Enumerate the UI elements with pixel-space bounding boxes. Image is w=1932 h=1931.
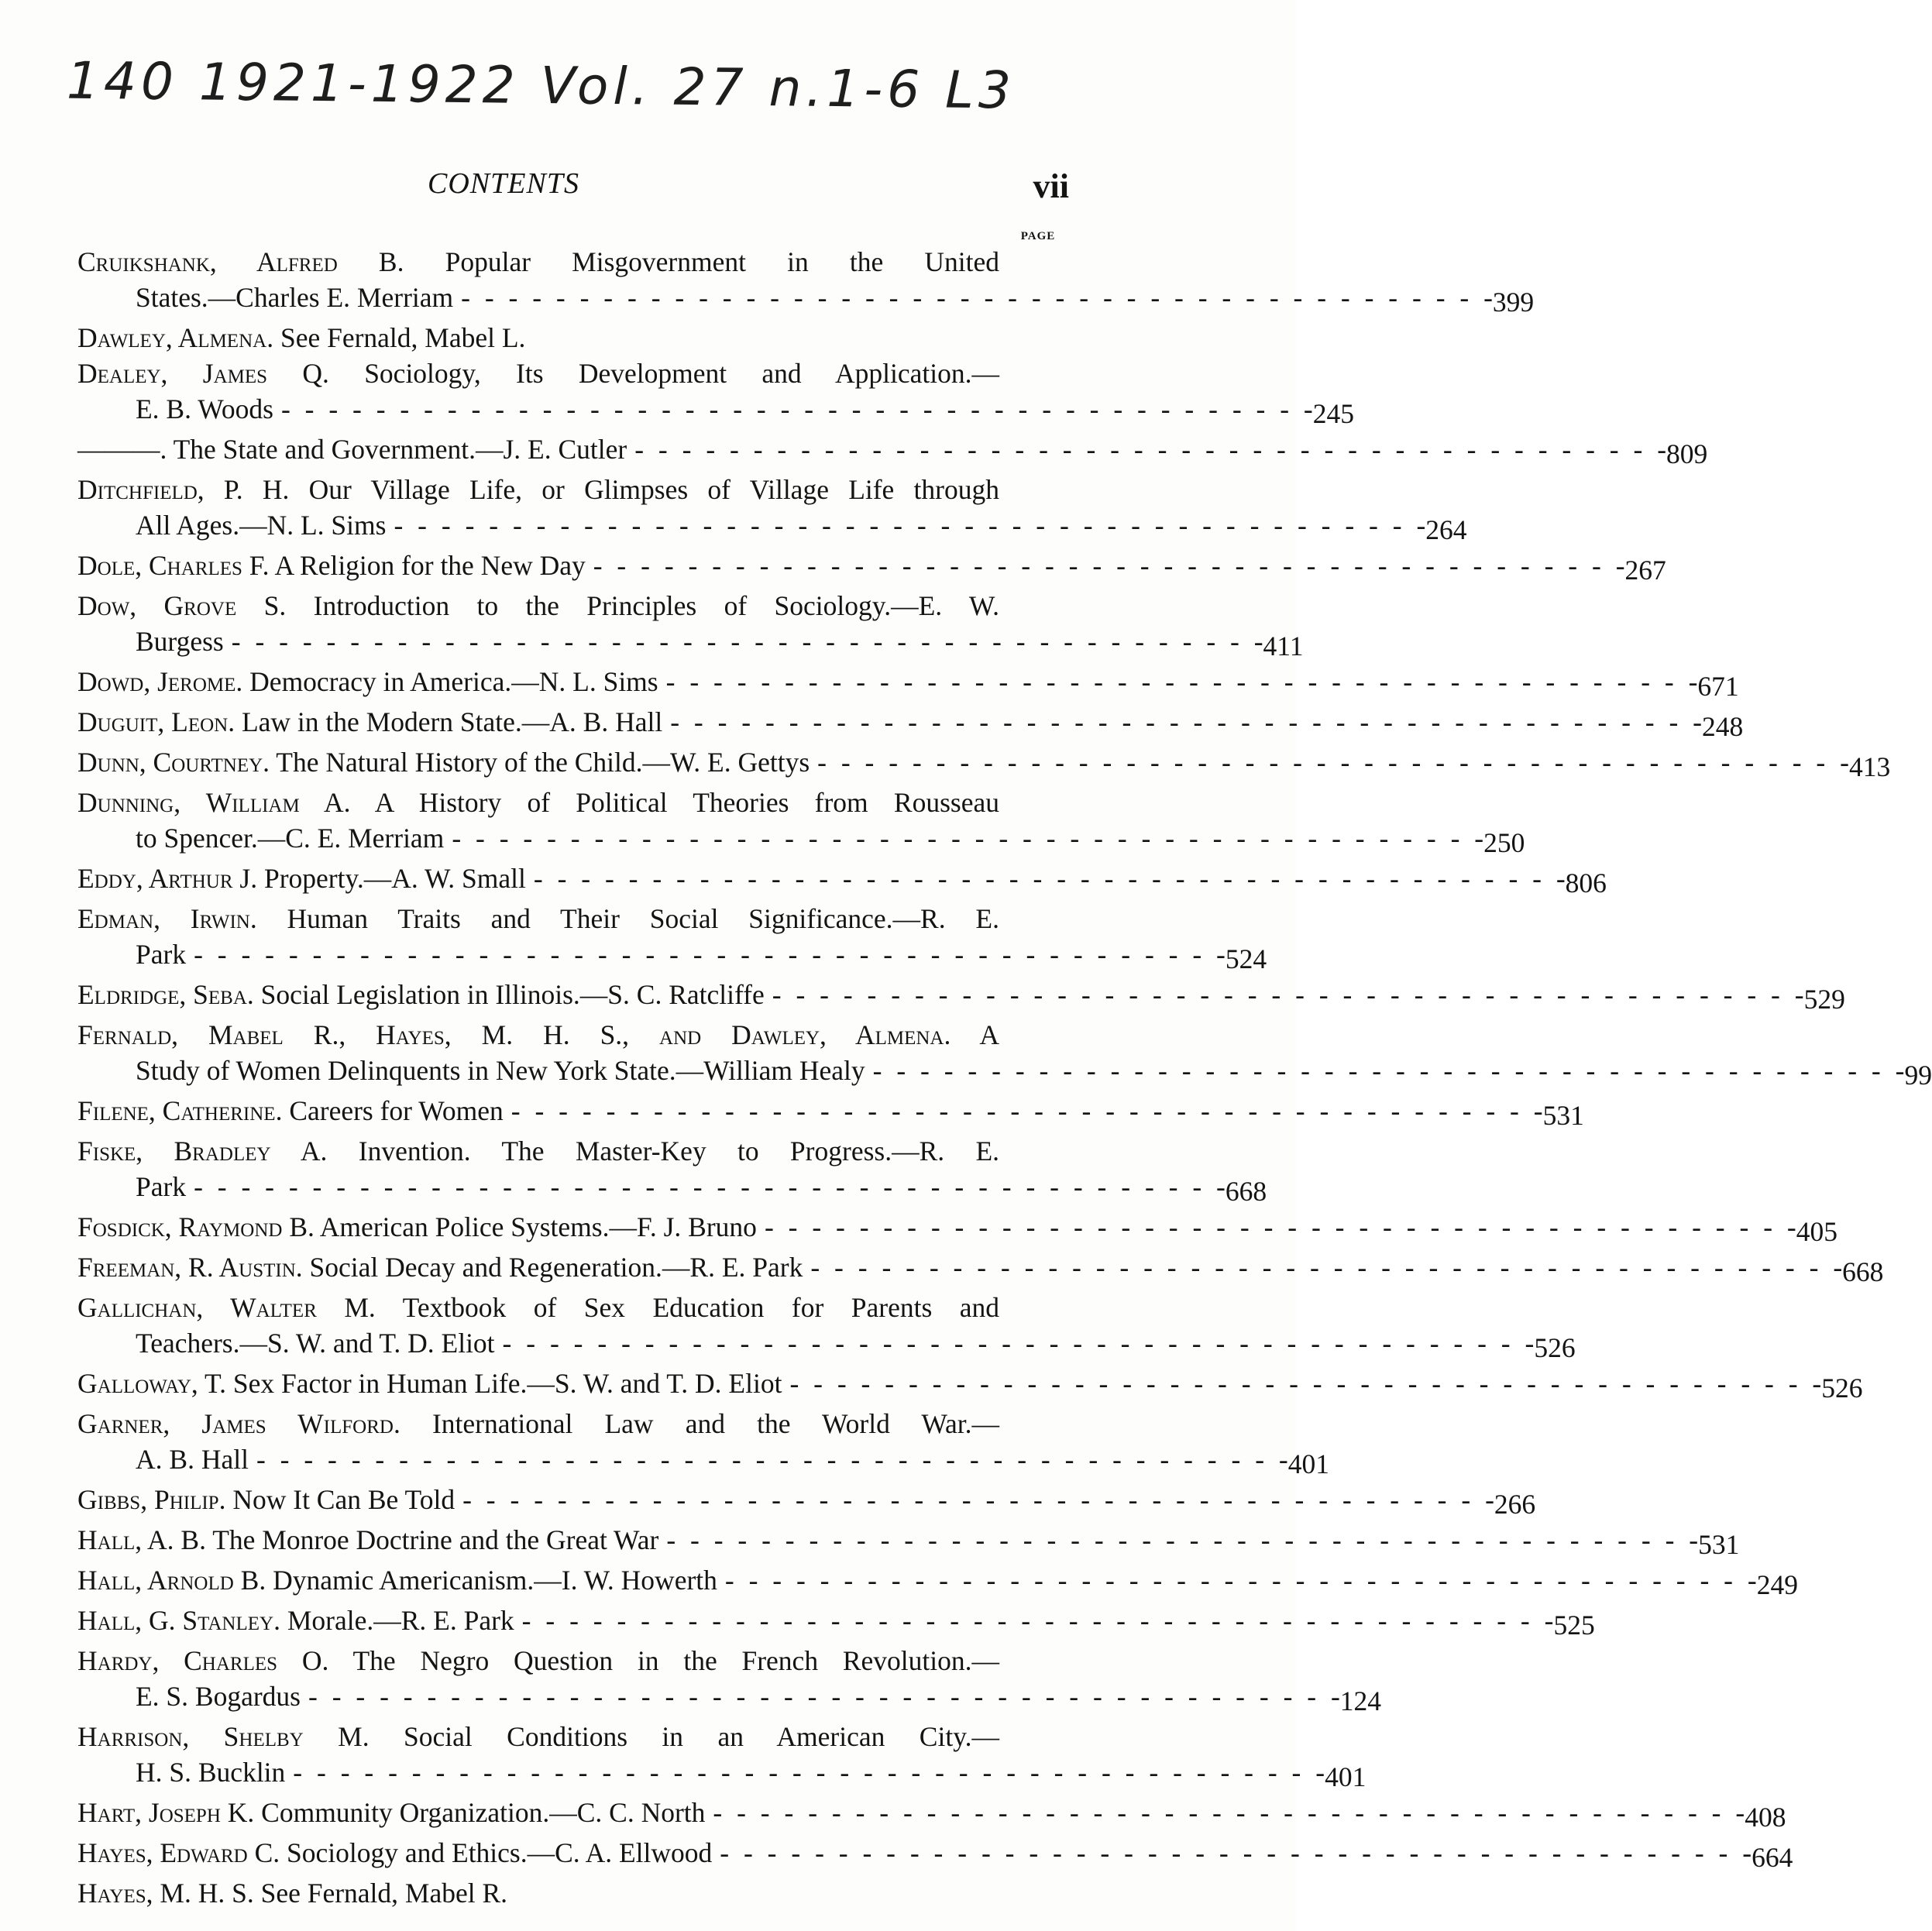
entry-line [77,1366,1821,1401]
contents-entry [77,1643,1382,1719]
entry-title: American Police Systems.—F. J. Bruno [319,1211,757,1242]
entry-text [77,1209,757,1245]
dot-leader [717,1562,1757,1598]
entry-line [77,820,1483,856]
entry-continuation: States.—Charles E. Merriam [136,282,454,313]
entry-text [77,977,765,1012]
entry-text [77,1645,999,1676]
entry-page: 531 [1542,1100,1584,1131]
contents-entry [77,1835,1793,1875]
contents-entry [77,744,1891,785]
dot-leader [526,861,1566,896]
entry-page: 401 [1325,1761,1366,1792]
entry-page: 411 [1263,630,1304,661]
entry-continuation: All Ages.—N. L. Sims [136,510,387,541]
entry-text [77,320,525,356]
dot-leader [586,548,1625,583]
entry-page: 529 [1803,984,1845,1015]
entry-page: 401 [1287,1448,1329,1479]
dot-leader [285,1754,1325,1790]
entry-line [77,1249,1842,1285]
entry-author: Hardy, Charles O. [77,1645,329,1676]
entry-title: A Religion for the New Day [274,550,586,581]
entry-page [999,1017,1069,1022]
entry-line [77,704,1702,740]
entry-text [77,787,999,818]
entry-author: ———. [77,434,167,465]
entry-line [77,1643,999,1678]
dot-leader [757,1209,1796,1245]
entry-line [77,1053,1904,1088]
entry-page [999,901,1069,905]
entry-author: Filene, Catherine. [77,1095,283,1126]
dot-leader [444,820,1483,856]
entry-text [77,358,999,389]
running-head [77,167,1069,213]
dot-leader [810,744,1849,780]
entry-page: 664 [1752,1842,1793,1873]
entry-title: Social Decay and Regeneration.—R. E. Park [309,1252,803,1283]
entry-line [77,1441,1288,1477]
entry-line [77,1017,999,1053]
dot-leader [453,280,1493,315]
entry-page: 809 [1666,438,1708,469]
entry-line [77,1835,1752,1871]
entry-author: Duguit, Leon. [77,706,235,737]
entry-page [999,244,1069,249]
dot-leader [386,507,1425,543]
entry-line [77,280,1493,315]
entry-line [77,1093,1543,1129]
dot-leader [514,1603,1554,1638]
entry-page: 405 [1796,1216,1837,1247]
entry-line [77,664,1697,699]
entry-author: Gibbs, Philip. [77,1484,226,1515]
entry-line [77,1290,999,1325]
entry-text [77,431,627,467]
entry-title: International Law and the World War.— [431,1408,1000,1439]
entry-page: 245 [1312,398,1354,429]
entry-title: Community Organization.—C. C. North [261,1797,706,1828]
entry-author: Dow, Grove S. [77,590,287,621]
entry-author: Galloway, T. [77,1368,226,1399]
dot-leader [712,1835,1752,1871]
entry-text [77,861,526,896]
contents-entry [77,1719,1366,1795]
dot-leader [803,1249,1842,1285]
entry-line [77,1522,1698,1558]
entry-text [77,903,999,934]
entry-title: A History of Political Theories from Rousseau [374,787,999,818]
entry-line [77,1795,1745,1830]
entry-line [77,1603,1553,1638]
entry-author: Dole, Charles F. [77,550,270,581]
entry-author: Eldridge, Seba. [77,979,254,1010]
page-column-header: PAGE [1020,230,1056,242]
contents-entry [77,1133,1267,1209]
entry-text [77,1019,999,1050]
contents-entry [77,1366,1863,1406]
entry-page: 525 [1553,1610,1595,1641]
entry-title: The Natural History of the Child.—W. E. Gettys [276,747,810,778]
entry-page: 124 [1339,1685,1382,1716]
entry-line [77,1169,1226,1204]
contents-entry [77,1290,1576,1366]
contents-entry [77,1093,1584,1133]
entry-author: Eddy, Arthur J. [77,863,258,894]
contents-entry [77,1406,1329,1482]
entry-author: Fosdick, Raymond B. [77,1211,315,1242]
contents-entry [77,664,1739,704]
entry-continuation: H. S. Bucklin [136,1757,286,1788]
entry-author: Dawley, Almena. [77,322,274,353]
entry-title: Social Conditions in an American City.— [404,1721,1000,1752]
contents-entry [77,1017,1932,1093]
entry-author: Freeman, R. Austin. [77,1252,303,1283]
dot-leader [301,1678,1340,1714]
entry-text [77,1522,658,1558]
entry-author: Ditchfield, P. H. [77,474,290,505]
page-title: CONTENTS [428,167,579,200]
entry-text [77,1093,504,1129]
entry-text [77,1835,712,1871]
entry-line [77,507,1425,543]
entry-continuation: Teachers.—S. W. and T. D. Eliot [136,1328,495,1359]
page-number: vii [1033,167,1069,205]
entry-author: Dunning, William A. [77,787,351,818]
entry-line [77,977,1804,1012]
entry-text [77,1292,999,1323]
entry-author: Hart, Joseph K. [77,1797,255,1828]
entry-page: 248 [1702,711,1744,742]
entry-page [999,320,1069,325]
entry-page [999,588,1069,593]
contents-entry [77,320,1069,356]
entry-page: 250 [1483,827,1525,858]
dot-leader [865,1053,1905,1088]
entry-continuation: A. B. Hall [136,1444,249,1475]
entry-text [77,246,999,277]
dot-leader [658,664,1698,699]
entry-author: Fiske, Bradley A. [77,1136,328,1167]
dot-leader [662,704,1702,740]
entry-line [77,1406,999,1441]
entry-text [77,1408,999,1439]
contents-list [77,244,1932,1911]
dot-leader [186,936,1226,972]
entry-title: See Fernald, Mabel R. [260,1878,508,1909]
dot-leader [765,977,1804,1012]
entry-page: 531 [1698,1529,1740,1560]
entry-title: The Negro Question in the French Revolution.— [352,1645,999,1676]
entry-text [77,548,586,583]
entry-line [77,936,1226,972]
entry-page [999,785,1069,789]
entry-title: Now It Can Be Told [232,1484,455,1515]
entry-title: A [979,1019,1000,1050]
contents-entry [77,1875,1069,1911]
contents-entry [77,1482,1536,1522]
entry-page: 668 [1842,1256,1884,1287]
entry-line [77,1562,1757,1598]
contents-entry [77,1562,1798,1603]
entry-page: 249 [1756,1569,1798,1600]
entry-page [999,1875,1069,1880]
entry-text [77,704,662,740]
dot-leader [504,1093,1543,1129]
entry-page [999,356,1069,360]
entry-page: 264 [1425,514,1467,545]
handwritten-note: 140 1921-1922 Vol. 27 n.1-6 L3 [66,50,1016,121]
entry-line [77,391,1313,427]
entry-line [77,320,999,356]
entry-line [77,1754,1325,1790]
entry-page: 524 [1225,943,1267,974]
dot-leader [186,1169,1226,1204]
entry-line [77,1482,1494,1517]
entry-continuation: to Spencer.—C. E. Merriam [136,823,445,854]
contents-entry [77,244,1535,320]
contents-entry [77,1795,1786,1835]
entry-title: Sex Factor in Human Life.—S. W. and T. D. Eliot [232,1368,782,1399]
entry-text [77,1875,507,1911]
entry-text [77,1603,514,1638]
entry-title: Textbook of Sex Education for Parents and [402,1292,1000,1323]
contents-entry [77,785,1525,861]
entry-title: Property.—A. W. Small [263,863,526,894]
entry-author: Fernald, Mabel R., Hayes, M. H. S., and Dawley, Almena. [77,1019,951,1050]
dot-leader [224,624,1263,659]
entry-author: Dealey, James Q. [77,358,329,389]
entry-page: 668 [1225,1176,1267,1207]
entry-author: Dunn, Courtney. [77,747,270,778]
contents-entry [77,588,1304,664]
entry-page: 99 [1904,1060,1932,1091]
entry-line [77,356,999,391]
entry-line [77,1209,1796,1245]
entry-title: Dynamic Americanism.—I. W. Howerth [273,1565,717,1596]
contents-entry [77,1249,1884,1290]
contents-entry [77,901,1267,977]
dot-leader [627,431,1666,467]
entry-page: 413 [1848,751,1891,782]
entry-line [77,472,999,507]
contents-entry [77,1209,1837,1249]
entry-author: Dowd, Jerome. [77,666,243,697]
entry-page [999,1719,1069,1723]
entry-title: See Fernald, Mabel L. [280,322,526,353]
entry-line [77,744,1849,780]
entry-line [77,1678,1340,1714]
entry-title: Introduction to the Principles of Sociology.—E. W. [313,590,999,621]
entry-line [77,548,1625,583]
entry-title: Democracy in America.—N. L. Sims [249,666,658,697]
entry-page [999,1406,1069,1410]
entry-title: The State and Government.—J. E. Cutler [173,434,627,465]
dot-leader [658,1522,1698,1558]
entry-continuation: Park [136,1171,187,1202]
entry-page [999,1133,1069,1138]
entry-line [77,1133,999,1169]
entry-title: Human Traits and Their Social Significance.—R. E. [287,903,999,934]
entry-title: Social Legislation in Illinois.—S. C. Ratcliffe [260,979,765,1010]
dot-leader [495,1325,1535,1361]
entry-text [77,474,999,505]
contents-entry [77,472,1467,548]
entry-author: Gallichan, Walter M. [77,1292,376,1323]
entry-author: Hall, A. B. [77,1524,206,1555]
entry-title: Popular Misgovernment in the United [445,246,999,277]
entry-page: 671 [1697,671,1739,702]
entry-text [77,1249,803,1285]
entry-title: The Monroe Doctrine and the Great War [212,1524,659,1555]
dot-leader [273,391,1313,427]
contents-entry [77,1522,1740,1562]
entry-page: 806 [1565,868,1607,898]
entry-title: Law in the Modern State.—A. B. Hall [241,706,663,737]
entry-line [77,431,1666,467]
entry-page: 266 [1494,1489,1536,1520]
entry-page: 526 [1534,1332,1576,1363]
entry-text [77,590,999,621]
contents-entry [77,431,1708,472]
dot-leader [455,1482,1494,1517]
entry-line [77,1325,1534,1361]
entry-continuation: E. S. Bogardus [136,1681,301,1712]
entry-text [77,1721,999,1752]
entry-author: Harrison, Shelby M. [77,1721,370,1752]
entry-author: Hall, Arnold B. [77,1565,266,1596]
entry-text [77,1482,455,1517]
entry-page: 267 [1624,555,1666,586]
entry-line [77,1875,999,1911]
entry-line [77,588,999,624]
entry-title: Our Village Life, or Glimpses of Village Life through [308,474,999,505]
contents-entry [77,1603,1595,1643]
entry-continuation: E. B. Woods [136,393,273,424]
entry-text [77,744,810,780]
entry-text [77,1366,782,1401]
entry-page [999,1290,1069,1294]
entry-page [999,1643,1069,1648]
entry-title: Invention. The Master-Key to Progress.—R. E. [358,1136,1000,1167]
entry-page: 526 [1821,1373,1863,1404]
entry-line [77,861,1566,896]
entry-text [77,1795,705,1830]
entry-author: Hayes, Edward C. [77,1837,280,1868]
entry-line [77,1719,999,1754]
entry-continuation: Park [136,939,187,970]
entry-title: Careers for Women [289,1095,504,1126]
contents-entry [77,704,1744,744]
entry-line [77,785,999,820]
contents-entry [77,548,1666,588]
entry-title: Sociology, Its Development and Application.— [364,358,1000,389]
entry-continuation: Burgess [136,626,224,657]
entry-author: Hall, G. Stanley. [77,1605,280,1636]
entry-line [77,624,1263,659]
dot-leader [249,1441,1288,1477]
contents-entry [77,977,1845,1017]
entry-page: 408 [1745,1802,1786,1833]
contents-entry [77,356,1354,431]
entry-text [77,1562,717,1598]
contents-entry [77,861,1607,901]
entry-title: Sociology and Ethics.—C. A. Ellwood [287,1837,713,1868]
dot-leader [782,1366,1821,1401]
entry-page: 399 [1492,287,1535,318]
entry-title: Morale.—R. E. Park [287,1605,514,1636]
entry-author: Hayes, M. H. S. [77,1878,254,1909]
entry-author: Cruikshank, Alfred B. [77,246,404,277]
entry-author: Edman, Irwin. [77,903,257,934]
entry-continuation: Study of Women Delinquents in New York State.—William Healy [136,1055,865,1086]
dot-leader [705,1795,1745,1830]
entry-page [999,472,1069,476]
entry-line [77,901,999,936]
entry-text [77,1136,999,1167]
entry-author: Garner, James Wilford. [77,1408,400,1439]
entry-text [77,664,658,699]
entry-line [77,244,999,280]
